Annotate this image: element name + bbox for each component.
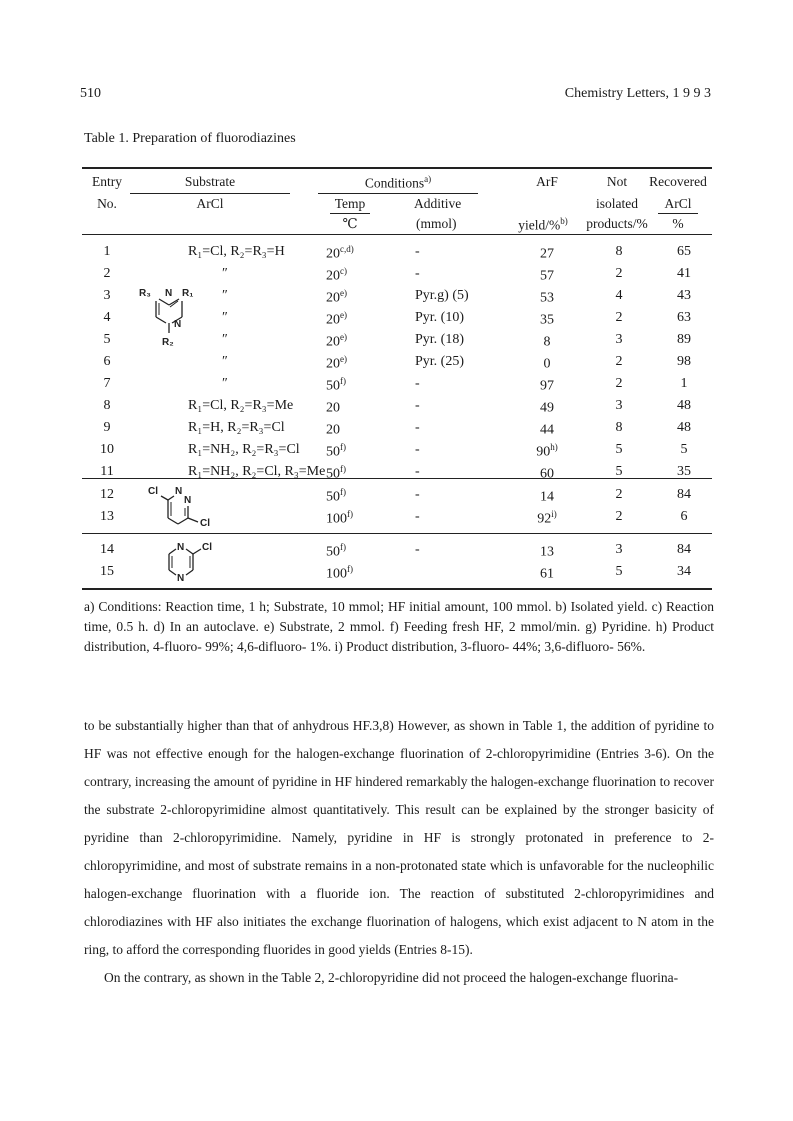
struct-r1: R₁ xyxy=(182,288,194,299)
cell-temp-footnote: f) xyxy=(347,509,353,519)
cell-arf xyxy=(520,442,574,461)
cell-temp-text: 50 xyxy=(326,489,340,505)
cell-arf xyxy=(520,398,574,417)
cell-temp xyxy=(326,464,346,483)
cell-entry xyxy=(82,564,132,580)
cell-not-isolated xyxy=(592,332,646,348)
pyrimidine-structure xyxy=(134,283,204,353)
body-text xyxy=(84,712,714,992)
cell-temp-footnote: e) xyxy=(340,310,347,320)
cell-not-isolated-text: 5 xyxy=(615,442,623,457)
cell-substrate-text: ″ xyxy=(222,376,228,391)
table-row xyxy=(82,420,712,442)
cell-entry xyxy=(82,310,132,326)
cell-entry xyxy=(82,420,132,436)
cell-additive xyxy=(415,310,464,326)
cell-temp-text: 20 xyxy=(326,400,340,416)
table-header-rule xyxy=(82,234,712,235)
cell-temp-text: 20 xyxy=(326,312,340,328)
cell-temp xyxy=(326,420,340,439)
header-not: Not xyxy=(606,174,628,189)
struct-cl2: Cl xyxy=(200,518,210,529)
cell-temp-text: 20 xyxy=(326,290,340,306)
cell-not-isolated-text: 2 xyxy=(615,266,623,281)
cell-additive xyxy=(415,398,420,414)
cell-not-isolated xyxy=(592,487,646,503)
header-arcl: ArCl xyxy=(196,196,224,211)
cell-temp-text: 20 xyxy=(326,334,340,350)
cell-not-isolated xyxy=(592,564,646,580)
cell-recovered xyxy=(654,310,714,326)
cell-not-isolated-text: 5 xyxy=(615,464,623,479)
struct-pr-n1: N xyxy=(177,542,185,553)
cell-additive xyxy=(415,464,420,480)
header-entry-no: No. xyxy=(97,196,117,211)
struct-pz-n2: N xyxy=(184,495,192,506)
cell-recovered-text: 41 xyxy=(677,266,691,281)
cell-additive-text: - xyxy=(415,542,420,557)
cell-temp-text: 20 xyxy=(326,268,340,284)
cell-arf-text: 27 xyxy=(540,246,554,262)
table-row xyxy=(82,442,712,464)
cell-not-isolated-text: 2 xyxy=(615,509,623,524)
cell-additive-text: - xyxy=(415,509,420,524)
cell-temp-text: 50 xyxy=(326,444,340,460)
cell-recovered-text: 34 xyxy=(677,564,691,579)
cell-temp xyxy=(326,288,347,307)
cell-not-isolated xyxy=(592,442,646,458)
header-additive: Additive xyxy=(414,196,462,211)
conditions-header-rule xyxy=(318,193,478,194)
header-isolated: isolated xyxy=(596,196,638,211)
cell-recovered xyxy=(654,542,714,558)
cell-arf xyxy=(520,266,574,285)
cell-recovered-text: 84 xyxy=(677,487,691,502)
struct-pz-n1: N xyxy=(175,486,183,497)
struct-n2: N xyxy=(174,319,182,330)
header-substrate: Substrate xyxy=(184,174,236,189)
cell-temp-footnote: c,d) xyxy=(340,244,354,254)
paragraph-1: to be substantially higher than that of anhydrous HF.3,8) However, as shown in Table 1, the addition of pyridine to HF was not effective enough for the halogen-exchange fluorination of 2-chloropyrimidine (Entries 3-6). On the contrary, increasing the amount of pyridine in HF hindered remarkably the halogen-exchange fluorination to recover the substrate 2-chloropyrimidine almost quantitatively. This result can be explained by the stronger basicity of pyridine than 2-chloropyrimidine. Namely, pyridine in HF is strongly protonated in preference to 2-chloropyrimidine, and most of substrate remains in a non-protonated state which is unfavorable for the nucleophilic halogen-exchange fluorination with a fluoride ion. The reaction of substituted 2-chloropyrimidines and chlorodiazines with HF also initiates the exchange fluorination of halogens, which exist adjacent to N atom in the ring, to afford the corresponding fluorides in good yields (Entries 8-15). xyxy=(84,718,714,957)
cell-recovered-text: 1 xyxy=(680,376,688,391)
cell-arf-text: 0 xyxy=(543,356,551,372)
cell-entry xyxy=(82,509,132,525)
cell-entry-text: 6 xyxy=(103,354,111,369)
cell-additive-text: - xyxy=(415,442,420,457)
cell-substrate-text: R₁=NH₂, R₂=Cl, R₃=Me xyxy=(188,464,326,479)
cell-arf xyxy=(520,509,574,528)
table-caption: Table 1. Preparation of fluorodiazines xyxy=(84,131,296,146)
cell-recovered xyxy=(654,354,714,370)
cell-arf-text: 49 xyxy=(540,400,554,416)
cell-recovered-text: 43 xyxy=(677,288,691,303)
cell-temp-footnote: e) xyxy=(340,332,347,342)
cell-entry xyxy=(82,442,132,458)
cell-arf-text: 13 xyxy=(540,544,554,560)
cell-entry-text: 15 xyxy=(100,564,114,579)
cell-temp xyxy=(326,354,347,373)
cell-arf xyxy=(520,542,574,561)
substrate-header-rule xyxy=(130,193,290,194)
cell-substrate-text: ″ xyxy=(222,354,228,369)
cell-substrate xyxy=(222,354,228,370)
cell-entry-text: 10 xyxy=(100,442,114,457)
cell-arf xyxy=(520,354,574,373)
cell-not-isolated xyxy=(592,266,646,282)
cell-temp-footnote: f) xyxy=(340,487,346,497)
cell-temp xyxy=(326,564,353,583)
cell-arf-text: 60 xyxy=(540,466,554,482)
cell-recovered-text: 5 xyxy=(680,442,688,457)
cell-substrate xyxy=(188,420,285,436)
cell-not-isolated xyxy=(592,464,646,480)
cell-recovered xyxy=(654,376,714,392)
cell-additive xyxy=(415,288,469,304)
cell-temp-footnote: f) xyxy=(340,542,346,552)
cell-temp-text: 50 xyxy=(326,378,340,394)
cell-entry xyxy=(82,332,132,348)
cell-additive xyxy=(415,487,420,503)
cell-substrate xyxy=(222,376,228,392)
cell-substrate xyxy=(222,288,228,304)
cell-temp-text: 20 xyxy=(326,422,340,438)
cell-substrate-text: ″ xyxy=(222,266,228,281)
cell-arf xyxy=(520,288,574,307)
cell-substrate xyxy=(188,398,293,414)
cell-recovered-text: 65 xyxy=(677,244,691,259)
cell-entry-text: 13 xyxy=(100,509,114,524)
cell-recovered-text: 89 xyxy=(677,332,691,347)
cell-not-isolated xyxy=(592,420,646,436)
cell-additive xyxy=(415,244,420,260)
cell-substrate xyxy=(188,442,300,458)
cell-additive xyxy=(415,420,420,436)
cell-recovered xyxy=(654,487,714,503)
struct-n1: N xyxy=(165,288,173,299)
cell-arf-text: 8 xyxy=(543,334,551,350)
cell-entry xyxy=(82,354,132,370)
arcl-header-rule xyxy=(658,213,698,214)
cell-temp xyxy=(326,509,353,528)
header-arf-unit: yield/%$^{b)}$ xyxy=(518,216,568,233)
cell-substrate xyxy=(222,266,228,282)
cell-additive-text: Pyr. (10) xyxy=(415,310,464,325)
cell-not-isolated-text: 8 xyxy=(615,420,623,435)
cell-additive-text: Pyr.g) (5) xyxy=(415,288,469,303)
cell-substrate xyxy=(188,464,325,480)
cell-entry-text: 14 xyxy=(100,542,114,557)
cell-arf xyxy=(520,376,574,395)
cell-recovered xyxy=(654,288,714,304)
cell-temp-footnote: f) xyxy=(340,442,346,452)
cell-arf xyxy=(520,487,574,506)
cell-recovered xyxy=(654,509,714,525)
cell-entry-text: 2 xyxy=(103,266,111,281)
cell-not-isolated-text: 2 xyxy=(615,354,623,369)
table-row xyxy=(82,398,712,420)
cell-additive-text: Pyr. (18) xyxy=(415,332,464,347)
cell-arf xyxy=(520,564,574,583)
cell-substrate-text: ″ xyxy=(222,332,228,347)
cell-entry xyxy=(82,288,132,304)
cell-entry-text: 5 xyxy=(103,332,111,347)
cell-arf-footnote: i) xyxy=(551,509,557,519)
header-entry: Entry xyxy=(92,174,122,189)
header-rec-pct: % xyxy=(672,216,684,231)
cell-entry xyxy=(82,398,132,414)
cell-additive xyxy=(415,332,464,348)
cell-not-isolated xyxy=(592,376,646,392)
cell-arf-text: 92 xyxy=(537,511,552,527)
cell-recovered xyxy=(654,332,714,348)
cell-temp xyxy=(326,266,347,285)
cell-substrate xyxy=(188,244,285,260)
cell-temp-text: 50 xyxy=(326,544,340,560)
cell-not-isolated xyxy=(592,288,646,304)
cell-not-isolated-text: 3 xyxy=(615,332,623,347)
cell-arf-text: 97 xyxy=(540,378,554,394)
cell-arf-text: 57 xyxy=(540,268,554,284)
struct-r2: R₂ xyxy=(162,337,174,348)
cell-additive-text: - xyxy=(415,420,420,435)
cell-additive-text: - xyxy=(415,464,420,479)
cell-substrate-text: R₁=Cl, R₂=R₃=H xyxy=(188,244,285,259)
cell-not-isolated xyxy=(592,398,646,414)
cell-additive-text: - xyxy=(415,376,420,391)
cell-not-isolated xyxy=(592,354,646,370)
cell-recovered-text: 63 xyxy=(677,310,691,325)
table-row xyxy=(82,354,712,376)
cell-recovered-text: 48 xyxy=(677,398,691,413)
cell-entry xyxy=(82,244,132,260)
cell-additive-text: Pyr. (25) xyxy=(415,354,464,369)
cell-not-isolated-text: 2 xyxy=(615,310,623,325)
cell-temp-footnote: f) xyxy=(347,564,353,574)
cell-substrate-text: ″ xyxy=(222,288,228,303)
header-rec-arcl: ArCl xyxy=(664,196,692,211)
cell-temp xyxy=(326,398,340,417)
cell-recovered xyxy=(654,398,714,414)
cell-temp-text: 100 xyxy=(326,511,347,527)
cell-recovered xyxy=(654,464,714,480)
cell-temp xyxy=(326,442,346,461)
cell-entry-text: 4 xyxy=(103,310,111,325)
cell-additive-text: - xyxy=(415,244,420,259)
cell-temp-text: 100 xyxy=(326,566,347,582)
cell-temp xyxy=(326,310,347,329)
cell-arf-text: 44 xyxy=(540,422,554,438)
cell-additive xyxy=(415,376,420,392)
pyridazine-structure xyxy=(140,482,235,532)
header-additive-unit: (mmol) xyxy=(416,216,457,231)
cell-not-isolated-text: 4 xyxy=(615,288,623,303)
cell-additive xyxy=(415,509,420,525)
cell-temp-text: 20 xyxy=(326,356,340,372)
cell-temp-footnote: e) xyxy=(340,354,347,364)
cell-entry xyxy=(82,542,132,558)
cell-additive xyxy=(415,442,420,458)
table-group-rule-2 xyxy=(82,533,712,534)
cell-arf-text: 53 xyxy=(540,290,554,306)
cell-temp xyxy=(326,376,346,395)
cell-temp xyxy=(326,244,354,263)
table-top-rule xyxy=(82,167,712,169)
cell-arf-text: 14 xyxy=(540,489,554,505)
cell-arf xyxy=(520,420,574,439)
cell-entry xyxy=(82,464,132,480)
cell-additive-text: - xyxy=(415,266,420,281)
cell-additive-text: - xyxy=(415,398,420,413)
table-bottom-rule xyxy=(82,588,712,590)
cell-temp-footnote: e) xyxy=(340,288,347,298)
cell-arf xyxy=(520,244,574,263)
cell-arf xyxy=(520,464,574,483)
header-temp-unit: ℃ xyxy=(342,216,358,231)
cell-recovered xyxy=(654,420,714,436)
cell-arf xyxy=(520,332,574,351)
cell-temp-footnote: c) xyxy=(340,266,347,276)
cell-additive-text: - xyxy=(415,487,420,502)
cell-arf-text: 90 xyxy=(536,444,551,460)
struct-r3: R₃ xyxy=(139,288,151,299)
cell-arf-text: 35 xyxy=(540,312,554,328)
cell-arf-text: 61 xyxy=(540,566,554,582)
cell-not-isolated-text: 3 xyxy=(615,398,623,413)
struct-cl1: Cl xyxy=(148,486,158,497)
cell-not-isolated xyxy=(592,542,646,558)
cell-temp-footnote: f) xyxy=(340,376,346,386)
header-products: products/% xyxy=(586,216,648,231)
cell-additive xyxy=(415,266,420,282)
cell-recovered xyxy=(654,564,714,580)
cell-temp xyxy=(326,332,347,351)
cell-entry-text: 9 xyxy=(103,420,111,435)
cell-arf xyxy=(520,310,574,329)
cell-substrate-text: R₁=Cl, R₂=R₃=Me xyxy=(188,398,294,413)
cell-not-isolated-text: 2 xyxy=(615,376,623,391)
cell-entry xyxy=(82,376,132,392)
header-conditions: Conditions$^{a)}$ xyxy=(364,174,432,191)
cell-temp xyxy=(326,542,346,561)
page-number: 510 xyxy=(80,86,101,101)
cell-entry-text: 8 xyxy=(103,398,111,413)
cell-not-isolated-text: 5 xyxy=(615,564,623,579)
pyrazine-structure xyxy=(155,538,225,588)
cell-entry-text: 3 xyxy=(103,288,111,303)
cell-not-isolated-text: 8 xyxy=(615,244,623,259)
table-footnotes: a) Conditions: Reaction time, 1 h; Substrate, 10 mmol; HF initial amount, 100 mmol. b) Isolated yield. c) Reaction time, 0.5 h. d) In an autoclave. e) Substrate, 2 mmol. f) Feeding fresh HF, 2 mmol/min. g) Pyridine. h) Product distribution, 4-fluoro- 99%; 4,6-difluoro- 1%. i) Product distribution, 3-fluoro- 44%; 3,6-difluoro- 56%. xyxy=(84,599,714,654)
cell-entry-text: 1 xyxy=(103,244,111,259)
cell-not-isolated xyxy=(592,509,646,525)
cell-not-isolated-text: 3 xyxy=(615,542,623,557)
cell-substrate-text: R₁=H, R₂=R₃=Cl xyxy=(188,420,285,435)
header-arf: ArF xyxy=(536,174,558,189)
cell-entry-text: 12 xyxy=(100,487,114,502)
table-row xyxy=(82,376,712,398)
cell-recovered xyxy=(654,266,714,282)
struct-pr-cl: Cl xyxy=(202,542,212,553)
cell-temp-text: 20 xyxy=(326,246,340,262)
cell-not-isolated xyxy=(592,244,646,260)
paragraph-2: On the contrary, as shown in the Table 2, 2-chloropyridine did not proceed the halogen-exchange fluorina- xyxy=(104,970,679,985)
cell-not-isolated xyxy=(592,310,646,326)
cell-temp-text: 50 xyxy=(326,466,340,482)
cell-recovered-text: 48 xyxy=(677,420,691,435)
cell-recovered-text: 35 xyxy=(677,464,691,479)
cell-temp xyxy=(326,487,346,506)
cell-recovered-text: 84 xyxy=(677,542,691,557)
cell-substrate-text: ″ xyxy=(222,310,228,325)
cell-substrate-text: R₁=NH₂, R₂=R₃=Cl xyxy=(188,442,300,457)
cell-recovered xyxy=(654,244,714,260)
cell-recovered xyxy=(654,442,714,458)
cell-entry-text: 11 xyxy=(100,464,114,479)
temp-header-rule xyxy=(330,213,370,214)
cell-entry xyxy=(82,487,132,503)
cell-additive xyxy=(415,354,464,370)
cell-recovered-text: 6 xyxy=(680,509,688,524)
cell-not-isolated-text: 2 xyxy=(615,487,623,502)
header-recovered: Recovered xyxy=(649,174,707,189)
header-temp: Temp xyxy=(334,196,366,211)
cell-arf-footnote: h) xyxy=(550,442,558,452)
cell-additive xyxy=(415,542,420,558)
cell-temp-footnote: f) xyxy=(340,464,346,474)
cell-substrate xyxy=(222,310,228,326)
cell-entry-text: 7 xyxy=(103,376,111,391)
cell-recovered-text: 98 xyxy=(677,354,691,369)
journal-header: Chemistry Letters, 1 9 9 3 xyxy=(564,86,711,101)
cell-entry xyxy=(82,266,132,282)
table-row xyxy=(82,244,712,266)
cell-substrate xyxy=(222,332,228,348)
struct-pr-n2: N xyxy=(177,573,185,584)
